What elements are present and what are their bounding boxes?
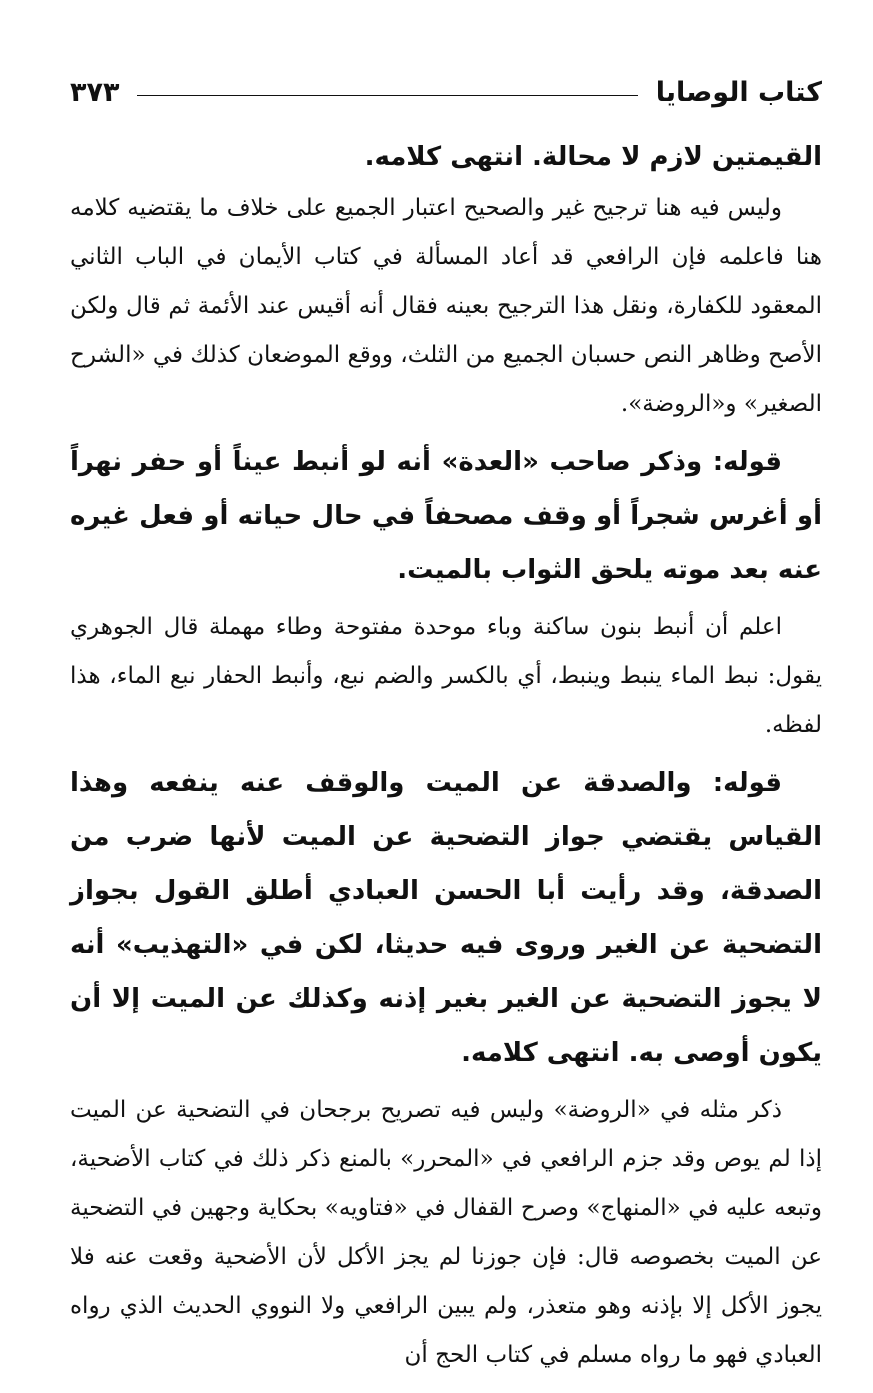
- body-text: [70, 130, 822, 1380]
- header-rule: [137, 95, 637, 96]
- page-number: ٣٧٣: [70, 76, 120, 108]
- paragraph: وليس فيه هنا ترجيح غير والصحيح اعتبار الجميع على خلاف ما يقتضيه كلامه هنا فاعلمه فإن الرافعي قد أعاد المسألة في كتاب الأيمان في الباب الثاني المعقود للكفارة، ونقل هذا الترجيح بعينه فقال أنه أقيس عند الأئمة ثم قال ولكن الأصح وظاهر النص حسبان الجميع من الثلث، ووقع الموضعان كذلك في «الشرح الصغير» و«الروضة».: [70, 195, 822, 417]
- running-title: كتاب الوصايا: [655, 76, 822, 108]
- paragraph-bold: القيمتين لازم لا محالة. انتهى كلامه.: [364, 142, 822, 172]
- running-header: [70, 72, 822, 112]
- paragraph: اعلم أن أنبط بنون ساكنة وباء موحدة مفتوحة وطاء مهملة قال الجوهري يقول: نبط الماء ينبط وينبط، أي بالكسر والضم نبع، وأنبط الحفار نبع الماء، هذا لفظه.: [70, 614, 822, 738]
- paragraph-bold: قوله: والصدقة عن الميت والوقف عنه ينفعه وهذا القياس يقتضي جواز التضحية عن الميت لأنها ضرب من الصدقة، وقد رأيت أبا الحسن العبادي أطلق القول بجواز التضحية عن الغير وروى فيه حديثا، لكن في «التهذيب» أنه لا يجوز التضحية عن الغير بغير إذنه وكذلك عن الميت إلا أن يكون أوصى به. انتهى كلامه.: [70, 768, 822, 1068]
- paragraph: ذكر مثله في «الروضة» وليس فيه تصريح برجحان في التضحية عن الميت إذا لم يوص وقد جزم الرافعي في «المحرر» بالمنع ذكر ذلك في كتاب الأضحية، وتبعه عليه في «المنهاج» وصرح القفال في «فتاويه» بحكاية وجهين في التضحية عن الميت بخصوصه قال: فإن جوزنا لم يجز الأكل لأن الأضحية وقعت عنه فلا يجوز الأكل إلا بإذنه وهو متعذر، ولم يبين الرافعي ولا النووي الحديث الذي رواه العبادي فهو ما رواه مسلم في كتاب الحج أن: [70, 1097, 822, 1368]
- paragraph-bold: قوله: وذكر صاحب «العدة» أنه لو أنبط عيناً أو حفر نهراً أو أغرس شجراً أو وقف مصحفاً في حال حياته أو فعل غيره عنه بعد موته يلحق الثواب بالميت.: [70, 447, 822, 585]
